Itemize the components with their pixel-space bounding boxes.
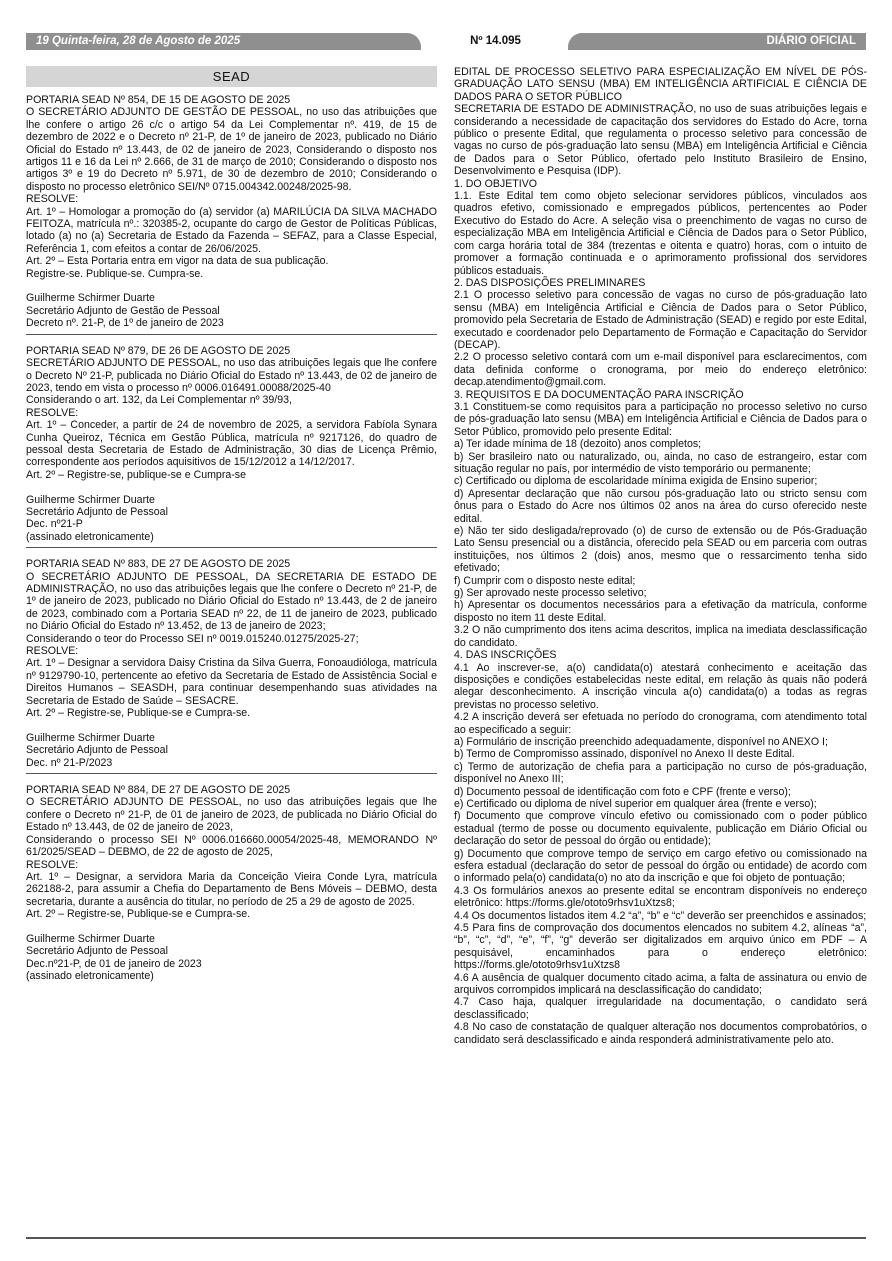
edital	[454, 66, 867, 1046]
paragraph: Registre-se. Publique-se. Cumpra-se.	[26, 267, 204, 280]
list-item: e) Certificado ou diploma de nível superior em qualquer área (frente e verso);	[454, 797, 817, 810]
divider	[26, 773, 437, 774]
list-item: g) Ser aprovado neste processo seletivo;	[454, 587, 647, 600]
paragraph: Art. 1º – Homologar a promoção do (a) servidor (a) MARILÚCIA DA SILVA MACHADO FEITOZA, matrícula nº.: 320385-2, ocupante do cargo de Gestor de Políticas Públicas, lotado (a) no (a) Secretaria de Estado da Fazenda – SEFAZ, para a Classe Especial, Referência 1, com efeitos a contar de 26/06/2025.	[26, 205, 437, 255]
list-item: b) Ser brasileiro nato ou naturalizado, ou, ainda, no caso de estrangeiro, estar com situação regular no país, por intermédio de visto temporário ou permanente;	[454, 450, 867, 475]
issue-number: Nº 14.095	[470, 35, 521, 47]
paragraph: Art. 2º – Registre-se, Publique-se e Cumpra-se.	[26, 707, 251, 720]
signature-decree: Dec. nº21-P	[26, 518, 83, 531]
paragraph: 3.2 O não cumprimento dos itens acima descritos, implica na imediata desclassificação do candidato.	[454, 624, 867, 649]
page-header	[26, 33, 866, 50]
signature-name: Guilherme Schirmer Duarte	[26, 493, 155, 506]
signature-decree: Dec. nº 21-P/2023	[26, 756, 113, 769]
portaria-title: PORTARIA SEAD Nº 854, DE 15 DE AGOSTO DE 2025	[26, 94, 291, 106]
signature-decree: Dec.nº21-P, de 01 de janeiro de 2023	[26, 957, 202, 970]
paragraph: O SECRETÁRIO ADJUNTO DE PESSOAL, DA SECRETARIA DE ESTADO DE ADMINISTRAÇÃO, no uso das atribuições legais que lhe confere o Decreto nº 21-P, de 1º de janeiro de 2023, publicado no Diário Oficial do Estado nº 13.443, de 2 de janeiro de 2023, combinado com a Portaria SEAD nº 22, de 11 de janeiro de 2023, publicado no Diário Oficial do Estado nº 13.452, de 13 de janeiro de 2023;	[26, 570, 437, 633]
portaria-title: PORTARIA SEAD Nº 884, DE 27 DE AGOSTO DE 2025	[26, 784, 291, 797]
list-item: b) Termo de Compromisso assinado, disponível no Anexo II deste Edital.	[454, 748, 795, 761]
portaria-title: PORTARIA SEAD Nº 879, DE 26 DE AGOSTO DE 2025	[26, 344, 291, 357]
paragraph: 2.2 O processo seletivo contará com um e-mail disponível para esclarecimentos, com data definida conforme o cronograma, por meio do endereço eletrônico: decap.atendimento@gmail.com.	[454, 351, 867, 389]
paragraph: 4.6 A ausência de qualquer documento citado acima, a falta de assinatura ou envio de arquivos corrompidos implicará na desclassificação do candidato;	[454, 971, 867, 997]
signature-decree: Decreto nº. 21-P, de 1º de janeiro de 2023	[26, 317, 224, 330]
paragraph: 3.1 Constituem-se como requisitos para a participação no processo seletivo no curso de pós-graduação lato sensu (MBA) em Inteligência Artificial e Ciência de Dados para o Setor Público, promovido pelo presente Edital:	[454, 400, 867, 438]
footer-rule	[26, 1237, 866, 1239]
divider	[26, 547, 437, 548]
paragraph: 4.8 No caso de constatação de qualquer alteração nos documentos comprobatórios, o candidato será desclassificado e ainda responderá administrativamente pelo ato.	[454, 1021, 867, 1046]
signature-name: Guilherme Schirmer Duarte	[26, 292, 155, 305]
list-item: c) Termo de autorização de chefia para a participação no curso de pós-graduação, disponível no Anexo III;	[454, 760, 867, 786]
divider	[26, 334, 437, 335]
paragraph: Art. 2º – Esta Portaria entra em vigor na data de sua publicação.	[26, 255, 329, 268]
header-right-band	[568, 33, 866, 50]
edital-title: EDITAL DE PROCESSO SELETIVO PARA ESPECIALIZAÇÃO EM NÍVEL DE PÓS-GRADUAÇÃO LATO SENSU (MBA) EM INTELIGÊNCIA ARTIFICIAL E CIÊNCIA DE DADOS PARA O SETOR PÚBLICO	[454, 66, 867, 103]
paragraph: Considerando o art. 132, da Lei Complementar nº 39/93,	[26, 394, 292, 407]
section-heading: 3. REQUISITOS E DA DOCUMENTAÇÃO PARA INSCRIÇÃO	[454, 388, 744, 401]
paragraph: RESOLVE:	[26, 193, 79, 206]
paragraph: 4.4 Os documentos listados item 4.2 “a”, “b” e “c” deverão ser preenchidos e assinados;	[454, 909, 867, 922]
section-heading: 4. DAS INSCRIÇÕES	[454, 649, 557, 662]
section-title: SEAD	[26, 66, 437, 87]
paragraph: 1.1. Este Edital tem como objeto selecionar servidores públicos, vinculados aos quadros efetivo, comissionado e empregados públicos, pertencentes ao Poder Executivo do Estado do Acre. A seleção visa o preenchimento de vagas no curso de especialização MBA em Inteligência Artificial e Ciência de Dados para o Setor Público, com carga horária total de 384 (trezentas e oitenta e quatro) horas, com o intuito de promover a formação continuada e o aprimoramento profissional dos servidores públicos estaduais.	[454, 190, 867, 277]
list-item: f) Documento que comprove vínculo efetivo ou comissionado com o poder público estadual (termo de posse ou documento equivalente, publicação em Diário Oficial ou declaração do setor de pessoal do órgão ou entidade);	[454, 810, 867, 848]
portaria-879	[26, 345, 437, 543]
paragraph: Considerando o processo SEI Nº 0006.016660.00054/2025-48, MEMORANDO Nº 61/2025/SEAD – DEBMO, de 22 de agosto de 2025,	[26, 833, 437, 859]
paragraph: RESOLVE:	[26, 858, 79, 871]
paragraph: 4.1 Ao inscrever-se, a(o) candidata(o) atestará conhecimento e aceitação das disposições e condições estabelecidas neste edital, em relação às quais não poderá alegar desconhecimento. A inscrição vincula a(o) candidata(o) a todas as regras previstas no processo seletivo.	[454, 661, 867, 711]
signature-role: Secretário Adjunto de Pessoal	[26, 505, 168, 518]
list-item: a) Ter idade mínima de 18 (dezoito) anos completos;	[454, 438, 702, 451]
list-item: d) Documento pessoal de identificação com foto e CPF (frente e verso);	[454, 785, 791, 798]
publication-name: DIÁRIO OFICIAL	[766, 35, 856, 47]
page-date: 19 Quinta-feira, 28 de Agosto de 2025	[36, 35, 241, 47]
list-item: c) Certificado ou diploma de escolaridade mínima exigida de Ensino superior;	[454, 475, 818, 488]
paragraph: RESOLVE:	[26, 645, 79, 658]
signature-role: Secretário Adjunto de Pessoal	[26, 744, 168, 757]
paragraph: Art. 1º – Designar, a servidora Maria da Conceição Vieira Conde Lyra, matrícula 262188-2, para assumir a Chefia do Departamento de Bens Móveis – DEBMO, desta secretaria, durante a ausência do titular, no período de 25 a 29 de agosto de 2025.	[26, 870, 437, 908]
paragraph: SECRETÁRIO ADJUNTO DE PESSOAL, no uso das atribuições legais que lhe confere o Decreto Nº 21-P, publicada no Diário Oficial do Estado nº 13.443, de 02 de janeiro de 2023, tendo em vista o processo nº 0006.016491.00088/2025-40	[26, 357, 437, 394]
paragraph: Considerando o teor do Processo SEI nº 0019.015240.01275/2025-27;	[26, 632, 359, 645]
portaria-883	[26, 558, 437, 769]
section-heading: 1. DO OBJETIVO	[454, 177, 538, 190]
right-column	[454, 66, 867, 1046]
signature-note: (assinado eletronicamente)	[26, 970, 154, 983]
header-left-band	[26, 33, 421, 50]
paragraph: Art. 2º – Registre-se, publique-se e Cumpra-se	[26, 468, 246, 481]
left-column	[26, 66, 437, 983]
portaria-title: PORTARIA SEAD Nº 883, DE 27 DE AGOSTO DE 2025	[26, 558, 291, 571]
signature-role: Secretário Adjunto de Pessoal	[26, 945, 168, 958]
paragraph: 4.7 Caso haja, qualquer irregularidade na documentação, o candidato será desclassificado;	[454, 996, 867, 1021]
paragraph: O SECRETÁRIO ADJUNTO DE PESSOAL, no uso das atribuições legais que lhe confere o Decreto nº 21-P, de 01 de janeiro de 2023, de publicada no Diário Oficial do Estado nº 13.443, de 02 de janeiro de 2023,	[26, 796, 437, 834]
list-item: e) Não ter sido desligada/reprovado (o) de curso de extensão ou de Pós-Graduação Lato Sensu presencial ou a distância, oferecido pela SEAD ou em parceria com outras instituições, nos últimos 2 (dois) anos, mesmo que o ressarcimento tenha sido efetivado;	[454, 525, 867, 575]
paragraph: RESOLVE:	[26, 406, 79, 419]
paragraph: SECRETARIA DE ESTADO DE ADMINISTRAÇÃO, no uso de suas atribuições legais e considerando a necessidade de capacitação dos servidores do Estado do Acre, torna público o presente Edital, que regulamenta o processo seletivo para concessão de vagas no curso de pós-graduação lato sensu (MBA) em Inteligência Artificial e Ciência de Dados para o Setor Público, ofertado pelo Instituto Brasileiro de Ensino, Desenvolvimento e Pesquisa (IDP).	[454, 103, 867, 178]
signature-role: Secretário Adjunto de Gestão de Pessoal	[26, 304, 220, 317]
list-item: g) Documento que comprove tempo de serviço em cargo efetivo ou comissionado na esfera estadual (declaração do setor de pessoal do órgão ou entidade) de acordo com o informado pela(o) candidata(o) no ato da inscrição e que foi objeto de pontuação;	[454, 847, 867, 885]
list-item: d) Apresentar declaração que não cursou pós-graduação lato ou stricto sensu com ônus para o Estado do Acre nos últimos 02 anos na área do curso oferecido neste edital.	[454, 487, 867, 525]
paragraph: 2.1 O processo seletivo para concessão de vagas no curso de pós-graduação lato sensu (MBA) em Inteligência Artificial e Ciência de Dados para o Setor Público, promovido pela Secretaria de Estado de Administração (SEAD) e regido por este Edital, executado e coordenador pelo Departamento de Formação e Capacitação do Servidor (DECAP).	[454, 289, 867, 351]
section-heading: 2. DAS DISPOSIÇÕES PRELIMINARES	[454, 276, 646, 289]
list-item: a) Formulário de inscrição preenchido adequadamente, disponível no ANEXO I;	[454, 735, 828, 748]
paragraph: O SECRETÁRIO ADJUNTO DE GESTÃO DE PESSOAL, no uso das atribuições que lhe confere o artigo 26 c/c o artigo 54 da Lei Complementar nº. 419, de 15 de dezembro de 2022 e o Decreto nº 21-P, de 1º de janeiro de 2023, publicado no Diário Oficial do Estado nº 13.443, de 02 de janeiro de 2023, Considerando o disposto nos artigos 11 e 16 da Lei nº 2.666, de 31 de março de 2010; Considerando o disposto nos artigos 3º e 19 do Decreto nº 5.971, de 30 de dezembro de 2010; Considerando o disposto no processo eletrônico SEI/Nº 0715.004342.00248/2025-98.	[26, 106, 437, 193]
signature-name: Guilherme Schirmer Duarte	[26, 932, 155, 945]
paragraph: 4.3 Os formulários anexos ao presente edital se encontram disponíveis no endereço eletrônico: https://forms.gle/ototo9rhsv1uXtzs8;	[454, 884, 867, 910]
paragraph: Art. 2º – Registre-se, Publique-se e Cumpra-se.	[26, 908, 251, 921]
list-item: f) Cumprir com o disposto neste edital;	[454, 574, 636, 587]
portaria-854	[26, 94, 437, 330]
list-item: h) Apresentar os documentos necessários para a efetivação da matrícula, conforme disposto no item 11 deste Edital.	[454, 599, 867, 624]
signature-note: (assinado eletronicamente)	[26, 530, 154, 543]
paragraph: 4.5 Para fins de comprovação dos documentos elencados no subitem 4.2, alíneas “a”, “b”, “c”, “d”, “e”, “f”, “g” deverão ser digitalizados em arquivo único em PDF – A pesquisável, encaminhados para o endereço eletrônico: https://forms.gle/ototo9rhsv1uXtzs8	[454, 922, 867, 972]
portaria-884	[26, 784, 437, 982]
signature-name: Guilherme Schirmer Duarte	[26, 731, 155, 744]
paragraph: Art. 1º – Conceder, a partir de 24 de novembro de 2025, a servidora Fabíola Synara Cunha Queiroz, Técnica em Gestão Pública, matrícula nº 9217126, do quadro de pessoal desta Secretaria de Estado de Administração, 30 dias de Licença Prêmio, correspondente aos períodos aquisitivos de 15/12/2012 a 14/12/2017.	[26, 419, 437, 469]
paragraph: 4.2 A inscrição deverá ser efetuada no período do cronograma, com atendimento total ao especificado a seguir:	[454, 711, 867, 736]
paragraph: Art. 1º – Designar a servidora Daisy Cristina da Silva Guerra, Fonoaudióloga, matrícula nº 9129790-10, pertencente ao efetivo da Secretaria de Estado de Assistência Social e Direitos Humanos – SEASDH, para continuar desempenhando suas atividades na Secretaria de Estado de Saúde – SESACRE.	[26, 657, 437, 707]
